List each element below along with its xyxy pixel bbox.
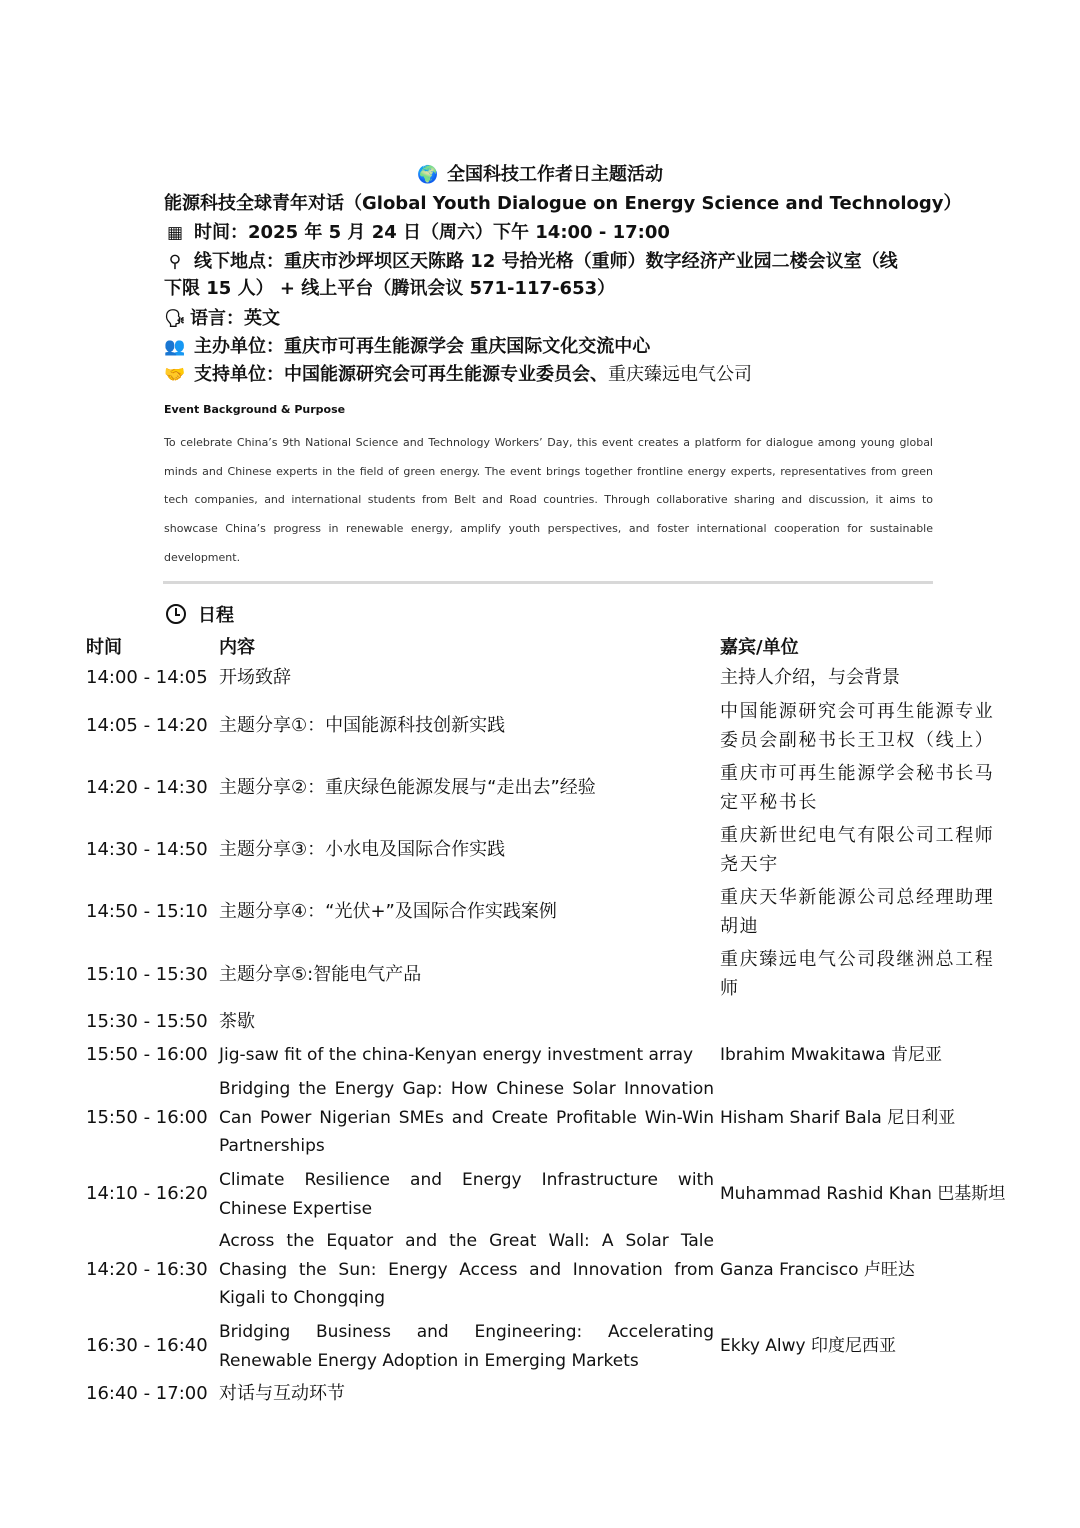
schedule-content: 茶歇 <box>219 1011 255 1032</box>
event-supporters-normal: 重庆臻远电气公司 <box>608 364 752 385</box>
event-location-line2: 下限 15 人） + 线上平台（腾讯会议 571-117-653） <box>164 278 616 299</box>
schedule-content: Across the Equator and the Great Wall: A Solar Tale Chasing the Sun: Energy Access and Innovation from Kigali to Chongqing <box>219 1231 714 1308</box>
column-header-time: 时间 <box>86 637 122 658</box>
schedule-time: 16:30 - 16:40 <box>86 1335 208 1356</box>
event-supporters-bold: 支持单位：中国能源研究会可再生能源专业委员会、 <box>194 364 608 385</box>
schedule-content: 主题分享②：重庆绿色能源发展与“走出去”经验 <box>219 777 596 798</box>
schedule-content: Climate Resilience and Energy Infrastructure with Chinese Expertise <box>219 1170 714 1219</box>
column-header-guest: 嘉宾/单位 <box>720 637 799 658</box>
schedule-content: 主题分享⑤:智能电气产品 <box>219 964 422 985</box>
schedule-content: 主题分享③：小水电及国际合作实践 <box>219 839 506 860</box>
column-header-content: 内容 <box>219 637 255 658</box>
section-divider <box>163 581 933 584</box>
background-title: Event Background & Purpose <box>164 403 346 416</box>
schedule-time: 14:05 - 14:20 <box>86 715 208 736</box>
schedule-time: 15:30 - 15:50 <box>86 1011 208 1032</box>
schedule-guest: 重庆臻远电气公司段继洲总工程师 <box>720 949 995 999</box>
schedule-time: 14:30 - 14:50 <box>86 839 208 860</box>
background-text: To celebrate China’s 9th National Science and Technology Workers’ Day, this event creates a platform for dialogue among young global minds and Chinese experts in the field of green energy. The event brings together frontline energy experts, representatives from green tech companies, and international students from Belt and Road countries. Through collaborative sharing and discussion, it aims to showcase China’s progress in renewable energy, amplify youth perspectives, and foster international cooperation for sustainable development. <box>164 436 933 564</box>
schedule-content: Bridging the Energy Gap: How Chinese Solar Innovation Can Power Nigerian SMEs and Create Profitable Win-Win Partnerships <box>219 1079 714 1156</box>
event-organizers <box>164 332 650 358</box>
schedule-time: 15:10 - 15:30 <box>86 964 208 985</box>
calendar-icon: ▦ <box>166 223 184 243</box>
schedule-time: 14:20 - 14:30 <box>86 777 208 798</box>
schedule-time: 14:00 - 14:05 <box>86 667 208 688</box>
schedule-guest: 主持人介绍，与会背景 <box>720 667 900 688</box>
schedule-guest: Ibrahim Mwakitawa 肯尼亚 <box>720 1045 943 1065</box>
schedule-title <box>166 601 234 627</box>
event-language <box>164 304 280 330</box>
clock-icon <box>166 604 186 624</box>
schedule-guest: 重庆天华新能源公司总经理助理胡迪 <box>720 887 995 937</box>
event-time-text: 时间：2025 年 5 月 24 日（周六）下午 14:00 - 17:00 <box>194 222 670 243</box>
event-theme-line <box>0 160 1080 186</box>
event-location <box>164 247 898 273</box>
schedule-time: 16:40 - 17:00 <box>86 1383 208 1404</box>
schedule-guest: 中国能源研究会可再生能源专业委员会副秘书长王卫权（线上） <box>720 701 995 751</box>
schedule-content: 主题分享①：中国能源科技创新实践 <box>219 715 506 736</box>
schedule-content: Bridging Business and Engineering: Accelerating Renewable Energy Adoption in Emerging Markets <box>219 1322 714 1371</box>
schedule-guest: Muhammad Rashid Khan 巴基斯坦 <box>720 1184 1006 1204</box>
schedule-guest: Ekky Alwy 印度尼西亚 <box>720 1336 897 1356</box>
event-organizers-text: 主办单位：重庆市可再生能源学会 重庆国际文化交流中心 <box>194 336 651 357</box>
schedule-time: 14:10 - 16:20 <box>86 1183 208 1204</box>
schedule-content: 开场致辞 <box>219 667 291 688</box>
schedule-content: 对话与互动环节 <box>219 1383 345 1404</box>
schedule-time: 14:20 - 16:30 <box>86 1259 208 1280</box>
schedule-time: 14:50 - 15:10 <box>86 901 208 922</box>
people-icon: 👥 <box>164 337 186 357</box>
location-pin-icon: ⚲ <box>168 252 182 272</box>
schedule-guest: Ganza Francisco 卢旺达 <box>720 1260 915 1280</box>
event-location-line1: 线下地点：重庆市沙坪坝区天陈路 12 号拾光格（重师）数字经济产业园二楼会议室（线 <box>194 251 898 272</box>
event-supporters <box>164 360 752 386</box>
schedule-guest: 重庆新世纪电气有限公司工程师尧天宇 <box>720 825 995 875</box>
schedule-content: Jig-saw fit of the china-Kenyan energy investment array <box>219 1045 694 1065</box>
event-title: 能源科技全球青年对话（Global Youth Dialogue on Energy Science and Technology） <box>164 193 962 214</box>
schedule-guest: Hisham Sharif Bala 尼日利亚 <box>720 1108 956 1128</box>
schedule-title-text: 日程 <box>198 605 234 626</box>
schedule-time: 15:50 - 16:00 <box>86 1044 208 1065</box>
speech-icon: 🗣 <box>164 309 186 329</box>
event-language-text: 语言：英文 <box>190 308 280 329</box>
globe-icon: 🌍 <box>417 165 439 185</box>
handshake-icon: 🤝 <box>164 365 186 385</box>
schedule-time: 15:50 - 16:00 <box>86 1107 208 1128</box>
schedule-guest: 重庆市可再生能源学会秘书长马定平秘书长 <box>720 763 995 813</box>
event-time <box>164 218 670 244</box>
event-theme-text: 全国科技工作者日主题活动 <box>447 164 663 185</box>
schedule-content: 主题分享④：“光伏+”及国际合作实践案例 <box>219 901 557 922</box>
